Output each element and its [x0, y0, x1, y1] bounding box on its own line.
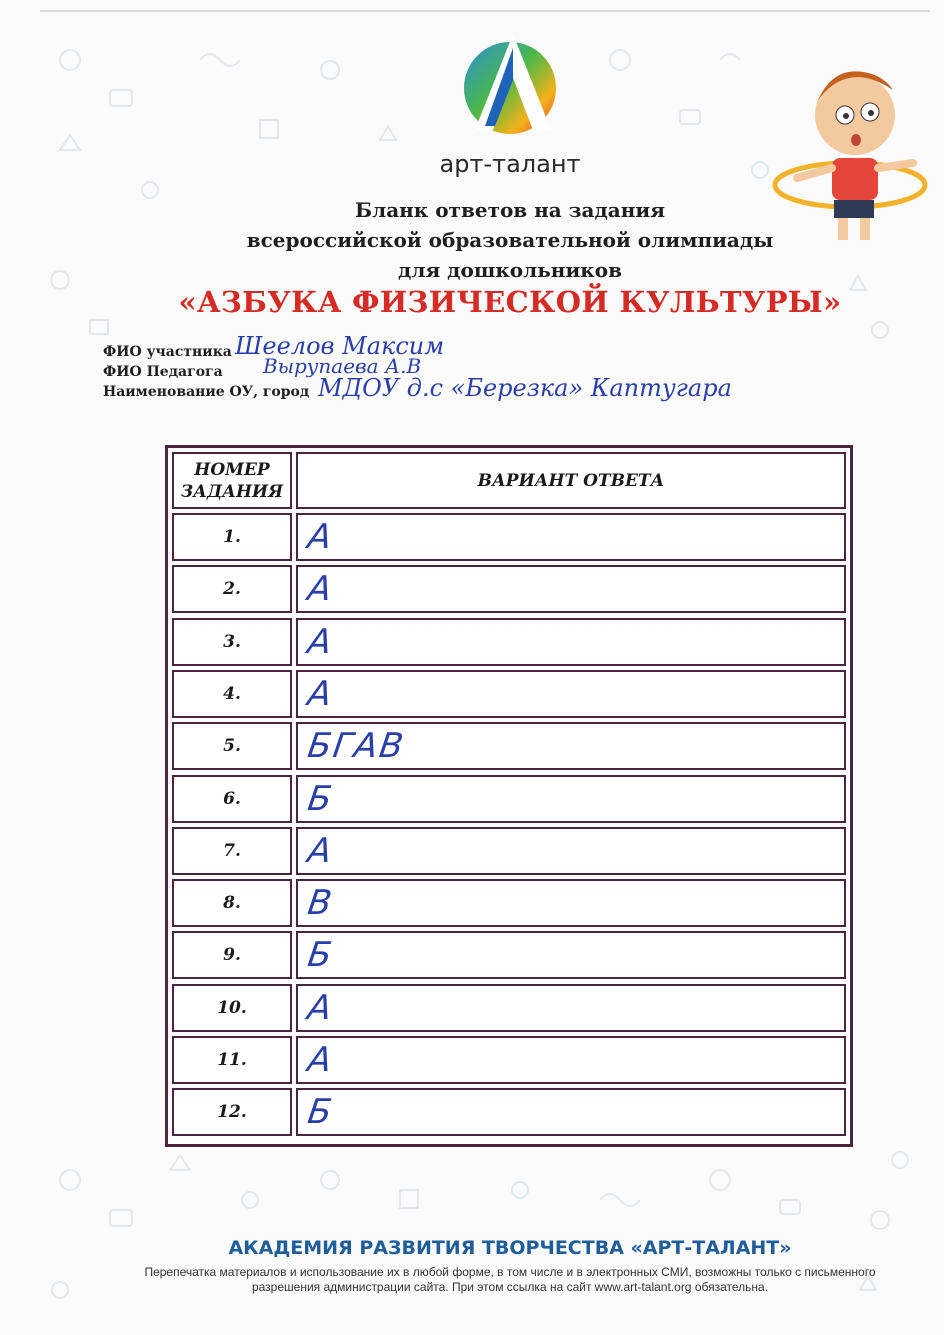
task-number-cell: 10. — [172, 984, 292, 1032]
header-task-number: НОМЕР ЗАДАНИЯ — [172, 452, 292, 509]
title-line: для дошкольников — [398, 258, 622, 282]
participant-name-handwritten: Шеелов Максим — [235, 332, 445, 360]
answer-cell — [296, 827, 846, 875]
footer-organization: АКАДЕМИЯ РАЗВИТИЯ ТВОРЧЕСТВА «АРТ-ТАЛАНТ» — [228, 1237, 792, 1259]
answer-cell — [296, 1088, 846, 1136]
task-number-cell: 3. — [172, 618, 292, 666]
table-row — [172, 670, 846, 718]
handwritten-answer: Б — [305, 1092, 337, 1133]
table-row — [172, 1088, 846, 1136]
answer-cell — [296, 931, 846, 979]
participant-info-block — [103, 332, 893, 410]
answer-cell — [296, 618, 846, 666]
table-row — [172, 827, 846, 875]
art-talant-logo-icon — [455, 30, 565, 140]
handwritten-answer: А — [305, 621, 337, 662]
handwritten-answer: А — [305, 1040, 337, 1080]
task-number-cell: 2. — [172, 565, 292, 613]
answer-cell — [296, 670, 846, 718]
task-number-cell: 6. — [172, 775, 292, 823]
answers-table — [165, 445, 853, 1147]
answer-cell — [296, 879, 846, 927]
handwritten-answer: А — [305, 673, 337, 714]
handwritten-answer: А — [305, 517, 337, 557]
table-row — [172, 775, 846, 823]
title-line: Бланк ответов на задания — [355, 198, 665, 222]
table-row — [172, 984, 846, 1032]
task-number-cell: 1. — [172, 513, 292, 561]
handwritten-answer: Б — [305, 935, 337, 976]
participant-label: ФИО участника — [103, 344, 232, 360]
form-title — [160, 195, 860, 285]
table-row — [172, 931, 846, 979]
handwritten-answer: Б — [305, 778, 337, 819]
teacher-name-handwritten: Вырупаева А.В — [263, 354, 422, 378]
table-row — [172, 618, 846, 666]
task-number-cell: 9. — [172, 931, 292, 979]
handwritten-answer: БГАВ — [305, 726, 408, 767]
title-line: всероссийской образовательной олимпиады — [246, 228, 774, 252]
task-number-cell: 7. — [172, 827, 292, 875]
task-number-cell: 4. — [172, 670, 292, 718]
footer-copyright-note: Перепечатка материалов и использование их в любой форме, в том числе и в электронных СМИ, возможны только с письменного разрешения администрации сайта. При этом ссылка на сайт www.art-talant.org обязательна. — [144, 1265, 876, 1294]
table-row — [172, 513, 846, 561]
answer-cell — [296, 775, 846, 823]
school-name-handwritten: МДОУ д.с «Березка» Каптугара — [318, 374, 732, 402]
table-row — [172, 722, 846, 770]
answer-cell — [296, 565, 846, 613]
task-number-cell: 8. — [172, 879, 292, 927]
answer-cell — [296, 722, 846, 770]
handwritten-answer: А — [305, 569, 337, 610]
task-number-cell: 12. — [172, 1088, 292, 1136]
olympiad-name: «АЗБУКА ФИЗИЧЕСКОЙ КУЛЬТУРЫ» — [178, 285, 842, 319]
teacher-label: ФИО Педагога — [103, 364, 223, 380]
handwritten-answer: А — [305, 830, 337, 871]
task-number-cell: 11. — [172, 1036, 292, 1084]
table-row — [172, 879, 846, 927]
answer-cell — [296, 1036, 846, 1084]
handwritten-answer: А — [305, 987, 337, 1028]
handwritten-answer: В — [305, 883, 337, 924]
task-number-cell: 5. — [172, 722, 292, 770]
header-answer-variant: ВАРИАНТ ОТВЕТА — [296, 452, 846, 509]
answer-cell — [296, 513, 846, 561]
answer-cell — [296, 984, 846, 1032]
table-row — [172, 1036, 846, 1084]
school-label: Наименование ОУ, город — [103, 384, 310, 400]
table-row — [172, 565, 846, 613]
logo-wordmark: арт-талант — [439, 150, 581, 178]
